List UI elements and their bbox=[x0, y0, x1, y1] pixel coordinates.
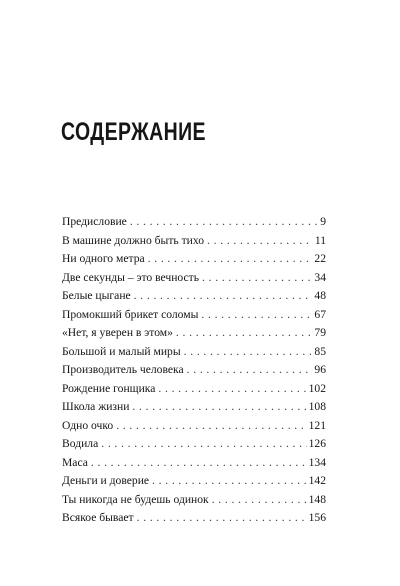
toc-entry-page: 102 bbox=[308, 381, 326, 395]
dot-leader bbox=[134, 287, 313, 306]
toc-entry bbox=[62, 232, 326, 251]
dot-leader bbox=[116, 417, 306, 436]
toc-entry-title: В машине должно быть тихо bbox=[62, 233, 205, 247]
toc-entry-title: Маса bbox=[62, 455, 88, 469]
dot-leader bbox=[212, 491, 307, 510]
toc-entry-title: Промокший брикет соломы bbox=[62, 307, 199, 321]
dot-leader bbox=[137, 509, 307, 528]
toc-entry-title: Две секунды – это вечность bbox=[62, 270, 200, 284]
toc-entry bbox=[62, 509, 326, 528]
dot-leader bbox=[202, 269, 312, 288]
dot-leader bbox=[132, 398, 306, 417]
toc-entry bbox=[62, 343, 326, 362]
toc-entry-title: Большой и малый миры bbox=[62, 344, 181, 358]
toc-entry-page: 67 bbox=[314, 307, 326, 321]
toc-entry-page: 34 bbox=[314, 270, 326, 284]
toc-entry-page: 156 bbox=[308, 511, 326, 524]
toc-entry bbox=[62, 306, 326, 325]
toc-entry-page: 11 bbox=[314, 233, 326, 247]
dot-leader bbox=[207, 232, 313, 251]
toc-entry-page: 48 bbox=[314, 289, 326, 302]
dot-leader bbox=[148, 250, 313, 269]
dot-leader bbox=[130, 213, 318, 232]
toc-entry-page: 148 bbox=[308, 492, 326, 506]
toc-entry bbox=[62, 250, 326, 269]
toc-entry bbox=[62, 491, 326, 510]
dot-leader bbox=[101, 435, 306, 454]
toc-entry bbox=[62, 454, 326, 473]
toc-entry bbox=[62, 472, 326, 491]
toc-entry-title: Рождение гонщика bbox=[62, 381, 156, 395]
toc-entry-title: Деньги и доверие bbox=[62, 474, 150, 487]
toc-entry-title: Водила bbox=[62, 437, 99, 450]
toc-entry-title: Всякое бывает bbox=[62, 511, 134, 524]
toc-entry-page: 121 bbox=[308, 418, 326, 432]
toc-entry-title: Предисловие bbox=[62, 215, 127, 228]
toc-entry bbox=[62, 361, 326, 380]
dot-leader bbox=[187, 361, 313, 380]
dot-leader bbox=[152, 472, 307, 491]
dot-leader bbox=[91, 454, 307, 473]
toc-entry-page: 96 bbox=[314, 363, 326, 376]
toc-entry-title: Одно очко bbox=[62, 418, 114, 432]
toc-entry bbox=[62, 287, 326, 306]
toc-entry bbox=[62, 269, 326, 288]
toc-entry-page: 9 bbox=[320, 215, 326, 228]
toc-entry-title: Белые цыгане bbox=[62, 289, 131, 302]
toc-entry-page: 126 bbox=[308, 437, 326, 450]
page-title: СОДЕРЖАНИЕ bbox=[61, 118, 206, 146]
toc-entry bbox=[62, 435, 326, 454]
toc-entry bbox=[62, 417, 326, 436]
toc-entry-page: 134 bbox=[308, 455, 326, 469]
dot-leader bbox=[176, 324, 313, 343]
table-of-contents bbox=[62, 213, 326, 528]
toc-entry-title: Производитель человека bbox=[62, 363, 184, 376]
toc-entry-title: Ни одного метра bbox=[62, 252, 145, 265]
toc-entry bbox=[62, 398, 326, 417]
toc-entry bbox=[62, 324, 326, 343]
toc-entry-title: «Нет, я уверен в этом» bbox=[62, 326, 173, 339]
dot-leader bbox=[184, 343, 313, 362]
toc-entry-page: 108 bbox=[308, 400, 326, 413]
toc-entry-page: 22 bbox=[314, 252, 326, 265]
toc-entry bbox=[62, 380, 326, 399]
toc-entry bbox=[62, 213, 326, 232]
toc-entry-page: 79 bbox=[314, 326, 326, 339]
toc-entry-title: Ты никогда не будешь одинок bbox=[62, 492, 209, 506]
toc-entry-page: 85 bbox=[314, 344, 326, 358]
toc-entry-page: 142 bbox=[308, 474, 326, 487]
dot-leader bbox=[158, 380, 306, 399]
toc-entry-title: Школа жизни bbox=[62, 400, 130, 413]
dot-leader bbox=[201, 306, 312, 325]
